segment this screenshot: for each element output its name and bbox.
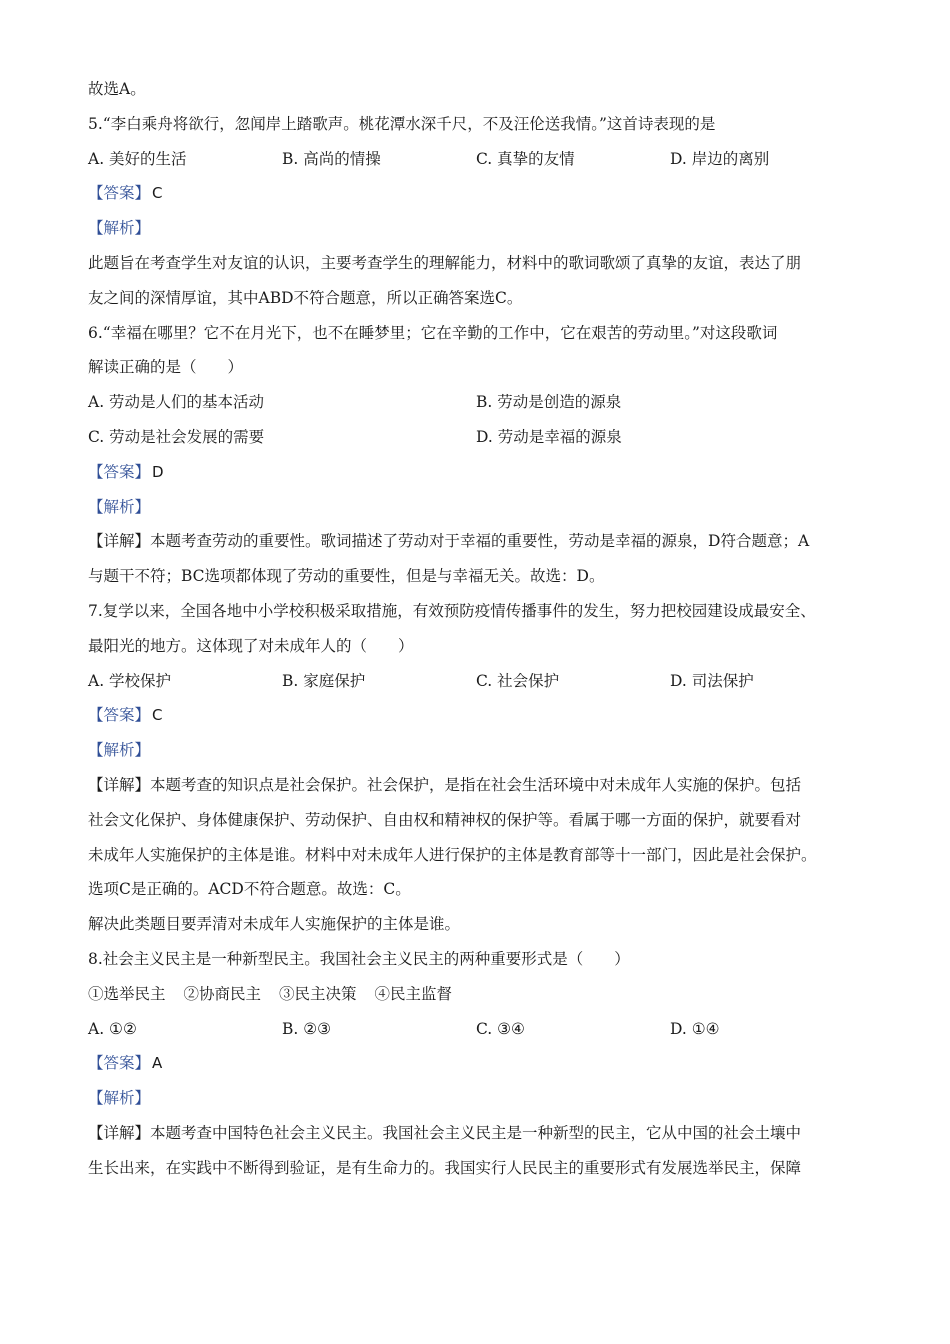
- option-c: C. 社会保护: [476, 671, 560, 690]
- option-d: D. ①④: [670, 1019, 720, 1038]
- option-b: B. 家庭保护: [282, 671, 366, 690]
- explanation-line: 生长出来，在实践中不断得到验证，是有生命力的。我国实行人民民主的重要形式有发展选举民主，保障: [88, 1158, 802, 1177]
- explanation-line: 此题旨在考查学生对友谊的认识，主要考查学生的理解能力，材料中的歌词歌颂了真挚的友谊，表达了朋: [88, 253, 802, 272]
- option-d: D. 司法保护: [670, 671, 754, 690]
- option-b: B. 劳动是创造的源泉: [476, 393, 622, 412]
- question-7-stem: 7.复学以来，全国各地中小学校积极采取措施，有效预防疫情传播事件的发生，努力把校园建设成最安全、: [88, 601, 816, 620]
- question-5-options: [88, 142, 878, 177]
- option-b: B. 高尚的情操: [282, 149, 381, 168]
- question-7-answer: [88, 698, 878, 733]
- question-8-answer: [88, 1046, 878, 1081]
- question-5-answer: [88, 176, 878, 211]
- document-page: [88, 72, 878, 1186]
- option-d: D. 岸边的离别: [670, 149, 770, 168]
- explanation-line: [88, 1116, 878, 1151]
- explanation-line: 未成年人实施保护的主体是谁。材料中对未成年人进行保护的主体是教育部等十一部门，因此是社会保护。: [88, 845, 817, 864]
- explanation-line: 解决此类题目要弄清对未成年人实施保护的主体是谁。: [88, 915, 461, 934]
- answer-label: 【答案】: [88, 184, 151, 203]
- analysis-label: 【解析】: [88, 219, 151, 238]
- detail-label: 【详解】: [88, 532, 151, 551]
- question-6-stem: 解读正确的是（ ）: [88, 358, 244, 377]
- question-6-options-row: [88, 385, 878, 420]
- question-6-answer: [88, 455, 878, 490]
- detail-label: 【详解】: [88, 775, 151, 794]
- option-c: C. 劳动是社会发展的需要: [88, 427, 265, 446]
- answer-label: 【答案】: [88, 462, 151, 481]
- explanation-line: [88, 768, 878, 803]
- explanation-text: 本题考查中国特色社会主义民主。我国社会主义民主是一种新型的民主，它从中国的社会土壤中: [150, 1123, 802, 1142]
- answer-value: C: [152, 184, 163, 203]
- question-7-stem: 最阳光的地方。这体现了对未成年人的（ ）: [88, 636, 414, 655]
- option-c: C. 真挚的友情: [476, 149, 575, 168]
- question-8-items: [88, 977, 878, 1012]
- item-2: ②协商民主: [183, 984, 262, 1003]
- explanation-line: 社会文化保护、身体健康保护、劳动保护、自由权和精神权的保护等。看属于哪一方面的保护，就要看对: [88, 810, 802, 829]
- explanation-line: 与题干不符；BC选项都体现了劳动的重要性，但是与幸福无关。故选：D。: [88, 567, 605, 586]
- item-3: ③民主决策: [279, 984, 357, 1003]
- answer-value: C: [152, 706, 163, 725]
- explanation-text: 本题考查的知识点是社会保护。社会保护，是指在社会生活环境中对未成年人实施的保护。包括: [150, 775, 802, 794]
- explanation-line: 友之间的深情厚谊，其中ABD不符合题意，所以正确答案选C。: [88, 288, 523, 307]
- answer-value: A: [152, 1054, 163, 1073]
- explanation-line: 选项C是正确的。ACD不符合题意。故选：C。: [88, 880, 411, 899]
- explanation-text: 本题考查劳动的重要性。歌词描述了劳动对于幸福的重要性，劳动是幸福的源泉，D符合题意；A: [150, 532, 810, 551]
- question-8-stem: 8.社会主义民主是一种新型民主。我国社会主义民主的两种重要形式是（ ）: [88, 949, 630, 968]
- option-a: A. 学校保护: [88, 671, 172, 690]
- option-d: D. 劳动是幸福的源泉: [476, 427, 622, 446]
- option-b: B. ②③: [282, 1019, 332, 1038]
- text-line: 故选A。: [88, 80, 146, 98]
- item-4: ④民主监督: [374, 984, 453, 1003]
- question-7-options: [88, 664, 878, 699]
- question-6-stem: 6.“幸福在哪里？它不在月光下，也不在睡梦里；它在辛勤的工作中，它在艰苦的劳动里。”对这段歌词: [88, 323, 778, 342]
- option-c: C. ③④: [476, 1019, 525, 1038]
- analysis-label: 【解析】: [88, 741, 151, 760]
- answer-label: 【答案】: [88, 1054, 151, 1073]
- answer-value: D: [152, 462, 164, 481]
- question-8-options: [88, 1012, 878, 1047]
- explanation-line: [88, 524, 878, 559]
- item-1: ①选举民主: [88, 984, 166, 1003]
- answer-label: 【答案】: [88, 706, 151, 725]
- option-a: A. ①②: [88, 1019, 137, 1038]
- option-a: A. 美好的生活: [88, 149, 187, 168]
- analysis-label: 【解析】: [88, 1089, 151, 1108]
- question-5-stem: 5.“李白乘舟将欲行，忽闻岸上踏歌声。桃花潭水深千尺，不及汪伦送我情。”这首诗表现的是: [88, 114, 716, 133]
- detail-label: 【详解】: [88, 1123, 151, 1142]
- option-a: A. 劳动是人们的基本活动: [88, 393, 265, 412]
- analysis-label: 【解析】: [88, 497, 151, 516]
- question-6-options-row: [88, 420, 878, 455]
